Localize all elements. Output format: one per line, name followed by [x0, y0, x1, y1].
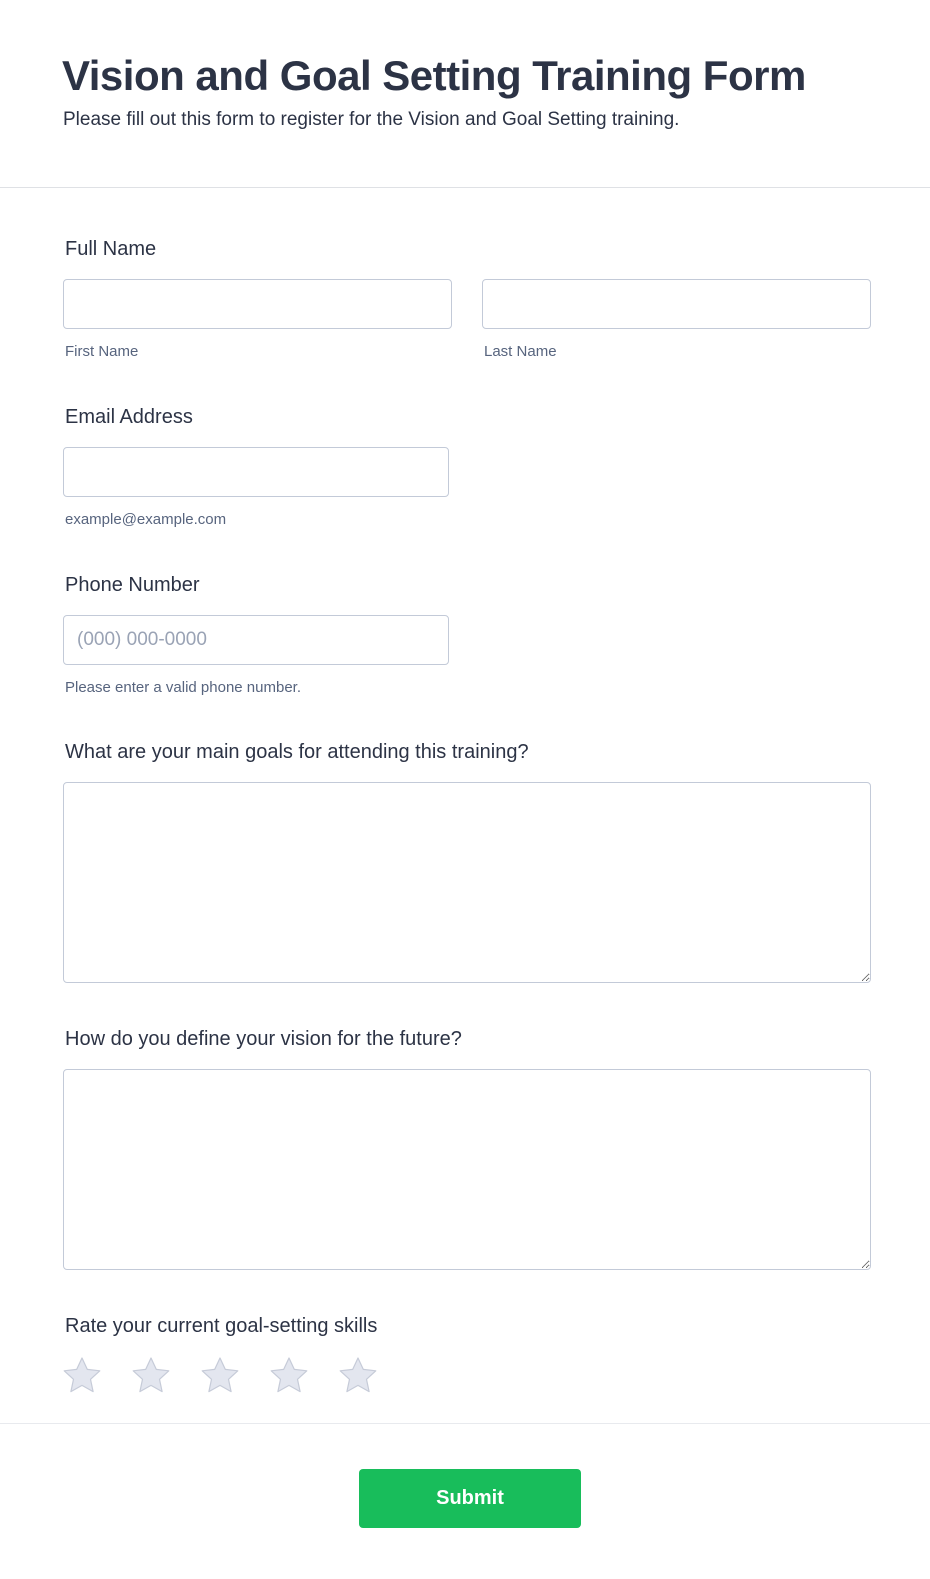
goals-label: What are your main goals for attending this training?	[65, 741, 529, 763]
phone-sublabel: Please enter a valid phone number.	[65, 679, 301, 696]
phone-input[interactable]	[63, 615, 449, 665]
vision-textarea[interactable]	[63, 1069, 871, 1270]
form-subtitle: Please fill out this form to register for the Vision and Goal Setting training.	[63, 109, 680, 130]
form-title: Vision and Goal Setting Training Form	[62, 52, 806, 99]
rating-label: Rate your current goal-setting skills	[65, 1315, 378, 1337]
star-icon[interactable]	[62, 1356, 102, 1396]
last-name-input[interactable]	[482, 279, 871, 329]
full-name-label: Full Name	[65, 238, 157, 260]
email-sublabel: example@example.com	[65, 511, 227, 528]
star-icon[interactable]	[200, 1356, 240, 1396]
phone-label: Phone Number	[65, 574, 200, 596]
email-input[interactable]	[63, 447, 449, 497]
first-name-input[interactable]	[63, 279, 452, 329]
last-name-sublabel: Last Name	[484, 343, 557, 360]
star-rating	[62, 1356, 407, 1396]
star-icon[interactable]	[269, 1356, 309, 1396]
star-icon[interactable]	[338, 1356, 378, 1396]
form-header	[0, 0, 930, 188]
first-name-sublabel: First Name	[65, 343, 139, 360]
vision-label: How do you define your vision for the future?	[65, 1028, 462, 1050]
goals-textarea[interactable]	[63, 782, 871, 983]
email-label: Email Address	[65, 406, 193, 428]
submit-button[interactable]: Submit	[359, 1469, 581, 1528]
star-icon[interactable]	[131, 1356, 171, 1396]
